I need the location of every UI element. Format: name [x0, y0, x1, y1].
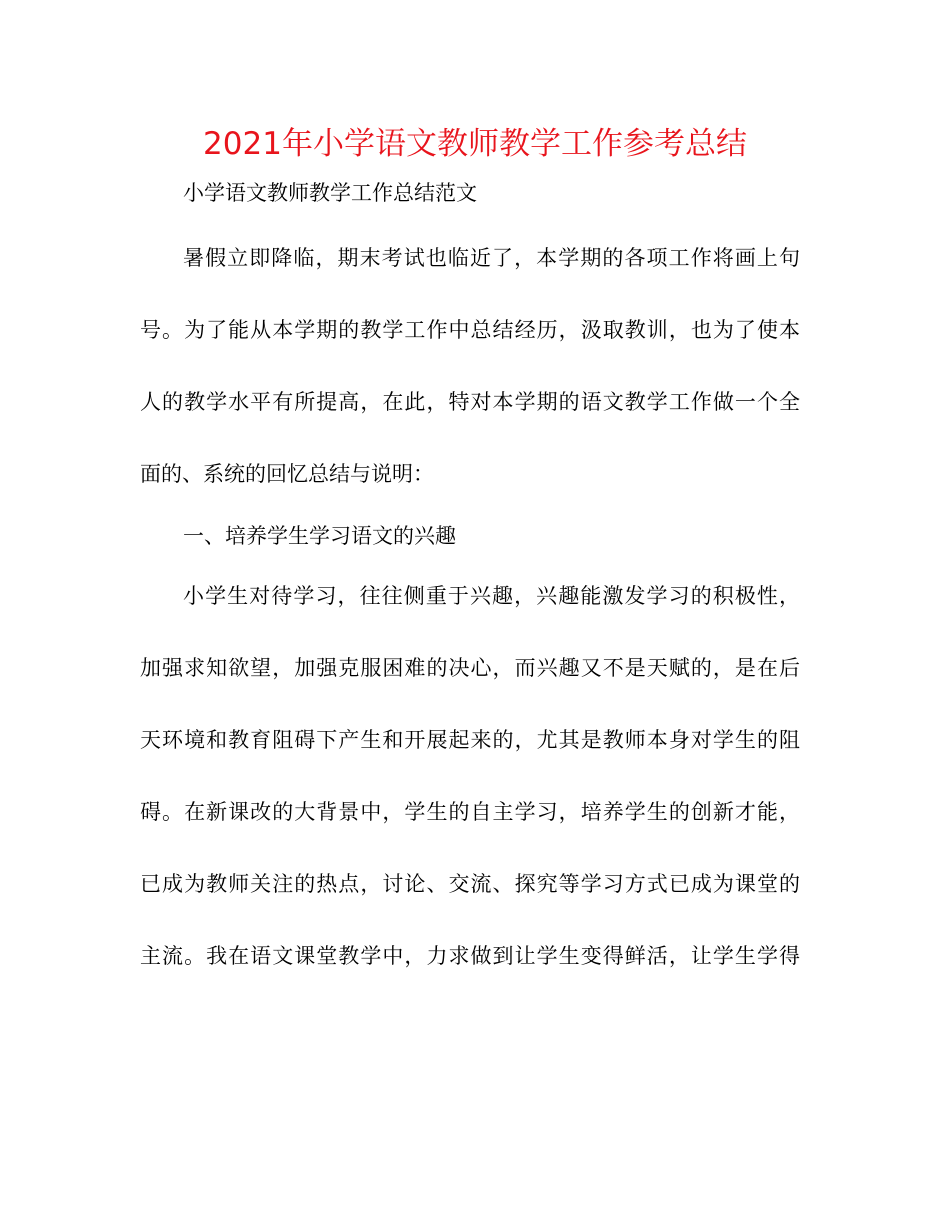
document-title: 2021年小学语文教师教学工作参考总结 — [203, 126, 747, 162]
paragraph-line: 暑假立即降临，期末考试也临近了，本学期的各项工作将画上句 — [183, 246, 800, 270]
paragraph-line: 小学生对待学习，往往侧重于兴趣，兴趣能激发学习的积极性， — [183, 584, 800, 608]
document-subtitle: 小学语文教师教学工作总结范文 — [183, 181, 477, 205]
paragraph-line: 号。为了能从本学期的教学工作中总结经历，汲取教训，也为了使本 — [140, 318, 800, 342]
paragraph-line: 人的教学水平有所提高，在此，特对本学期的语文教学工作做一个全 — [140, 390, 800, 414]
paragraph-line: 碍。在新课改的大背景中，学生的自主学习，培养学生的创新才能， — [140, 800, 800, 824]
section-heading: 一、培养学生学习语文的兴趣 — [183, 524, 456, 548]
paragraph-line: 主流。我在语文课堂教学中，力求做到让学生变得鲜活，让学生学得 — [140, 944, 800, 968]
paragraph-line: 面的、系统的回忆总结与说明： — [140, 462, 434, 486]
paragraph-line: 天环境和教育阻碍下产生和开展起来的，尤其是教师本身对学生的阻 — [140, 728, 800, 752]
paragraph-line: 已成为教师关注的热点，讨论、交流、探究等学习方式已成为课堂的 — [140, 872, 800, 896]
paragraph-line: 加强求知欲望，加强克服困难的决心，而兴趣又不是天赋的，是在后 — [140, 656, 800, 680]
